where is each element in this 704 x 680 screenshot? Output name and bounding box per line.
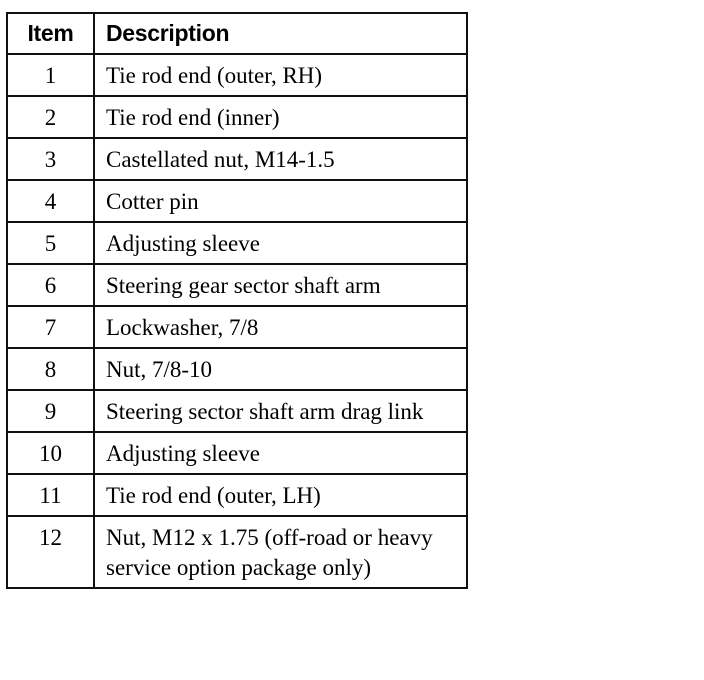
- item-description: Nut, 7/8-10: [94, 348, 467, 390]
- parts-table: [6, 12, 468, 589]
- item-number: 8: [7, 348, 94, 390]
- item-description: Adjusting sleeve: [94, 432, 467, 474]
- table-body: [7, 54, 467, 588]
- item-number: 6: [7, 264, 94, 306]
- item-description: Castellated nut, M14-1.5: [94, 138, 467, 180]
- table-row: [7, 432, 467, 474]
- item-number: 7: [7, 306, 94, 348]
- column-header-item: Item: [7, 13, 94, 54]
- item-number: 12: [7, 516, 94, 588]
- item-description: Tie rod end (inner): [94, 96, 467, 138]
- item-number: 9: [7, 390, 94, 432]
- table-row: [7, 390, 467, 432]
- item-description: Tie rod end (outer, LH): [94, 474, 467, 516]
- item-description: Steering gear sector shaft arm: [94, 264, 467, 306]
- item-number: 1: [7, 54, 94, 96]
- item-number: 11: [7, 474, 94, 516]
- item-description: Nut, M12 x 1.75 (off-road or heavy service option package only): [94, 516, 467, 588]
- table-header: [7, 13, 467, 54]
- table-row: [7, 138, 467, 180]
- item-description: Lockwasher, 7/8: [94, 306, 467, 348]
- table-row: [7, 54, 467, 96]
- table-row: [7, 474, 467, 516]
- table-row: [7, 264, 467, 306]
- table-row: [7, 96, 467, 138]
- table-row: [7, 306, 467, 348]
- table-row: [7, 348, 467, 390]
- item-description: Steering sector shaft arm drag link: [94, 390, 467, 432]
- item-number: 3: [7, 138, 94, 180]
- item-description: Adjusting sleeve: [94, 222, 467, 264]
- table-row: [7, 516, 467, 588]
- item-description: Cotter pin: [94, 180, 467, 222]
- column-header-description: Description: [94, 13, 467, 54]
- item-number: 10: [7, 432, 94, 474]
- item-number: 4: [7, 180, 94, 222]
- table-row: [7, 222, 467, 264]
- item-number: 2: [7, 96, 94, 138]
- table-row: [7, 180, 467, 222]
- header-row: [7, 13, 467, 54]
- item-number: 5: [7, 222, 94, 264]
- item-description: Tie rod end (outer, RH): [94, 54, 467, 96]
